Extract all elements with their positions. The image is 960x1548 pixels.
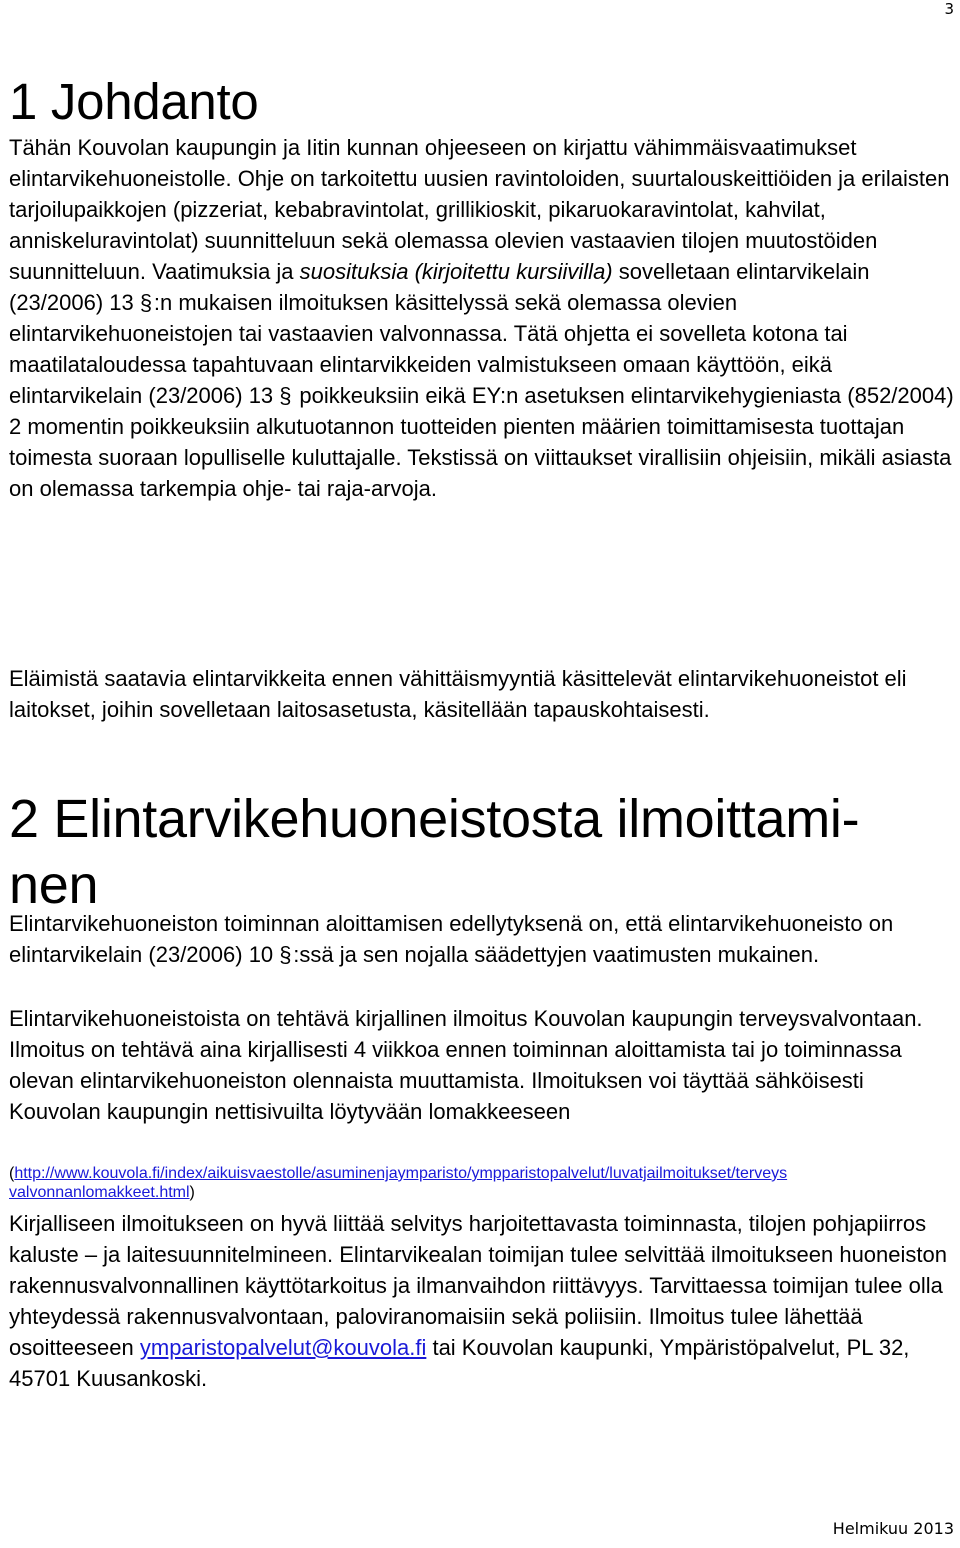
form-link[interactable]: http://www.kouvola.fi/index/aikuisvaestolle/asuminenjaymparisto/ympparistopalvelut/luvatjailmoitukset/terveys	[14, 1165, 788, 1182]
section-1-text-d: poikkeuksiin eikä EY:n asetuksen elintarvikehygieniasta (852/2004) 2 momentin poikkeuksiin alkutuotannon tuotteiden pienten määrien toimittamisesta tuottajan toimesta suoraan lopulliselle kuluttajalle. Tekstissä on viittaukset virallisiin ohjeisiin, mikäli asiasta on olemassa tarkempia ohje- tai raja-arvoja.	[9, 383, 954, 501]
section-2-text-c: Kirjalliseen ilmoitukseen on hyvä liittää selvitys harjoitettavasta toiminnasta, tilojen pohjapiirros kaluste – ja laitesuunnitelmineen. Elintarvikealan toimijan tulee selvittää ilmoitukseen huoneiston rakennusvalvonnallinen käyttötarkoitus ja ilmanvaihdon riittävyys. Tarvittaessa toimijan tulee olla yhteydessä rakennusvalvontaan, paloviranomaisiin sekä poliisiin. Ilmoitus tulee lähettää osoitteeseen	[9, 1211, 947, 1360]
section-1-paragraph-1	[9, 132, 955, 504]
section-1-text-c: :n mukaisen ilmoituksen käsittelyssä sekä olemassa olevien elintarvikehuoneistojen tai vastaavien valvonnassa. Tätä ohjetta ei sovelleta kotona tai maatilataloudessa tapahtuvaan elintarvikkeiden valmistukseen omaan käyttöön, eikä elintarvikelain (23/2006) 13	[9, 290, 848, 408]
section-2-heading: 2 Elintarvikehuoneistosta ilmoittami- nen	[9, 789, 860, 915]
section-2-text-d: tai Kouvolan kaupunki, Ympäristöpalvelut, PL 32, 45701 Kuusankoski.	[9, 1335, 910, 1391]
section-symbol: §	[139, 290, 153, 315]
section-2-text-a: Elintarvikehuoneiston toiminnan aloittamisen edellytyksenä on, että elintarvikehuoneisto on elintarvikelain (23/2006) 10	[9, 911, 894, 967]
section-2-text-b: :ssä ja sen nojalla säädettyjen vaatimusten mukainen.	[293, 942, 820, 967]
url-close-paren: )	[189, 1184, 195, 1201]
url-reference	[9, 1164, 955, 1202]
section-1-text-a: Tähän Kouvolan kaupungin ja Iitin kunnan ohjeeseen on kirjattu vähimmäisvaatimukset elintarvikehuoneistolle. Ohje on tarkoitettu uusien ravintoloiden, suurtalouskeittiöiden ja erilaisten tarjoilupaikkojen (pizzeriat, kebabravintolat, grillikioskit, pikaruokaravintolat, kahvilat, anniskeluravintolat) suunnitteluun sekä olemassa olevien vastaavien tilojen muutostöiden suunnitteluun. Vaatimuksia ja	[9, 135, 950, 284]
section-1-text-b: sovelletaan elintarvikelain (23/2006) 13	[9, 259, 870, 315]
email-link[interactable]: ymparistopalvelut@kouvola.fi	[139, 1335, 427, 1360]
section-1-paragraph-2	[9, 663, 955, 725]
section-1-italic-text: suosituksia (kirjoitettu kursiivilla)	[299, 259, 613, 284]
section-2-p2-text: Elintarvikehuoneistoista on tehtävä kirjallinen ilmoitus Kouvolan kaupungin terveysvalvontaan. Ilmoitus on tehtävä aina kirjallisesti 4 viikkoa ennen toiminnan aloittamista tai jo toiminnassa olevan elintarvikehuoneiston olennaista muuttamista. Ilmoituksen voi täyttää sähköisesti Kouvolan kaupungin nettisivuilta löytyvään lomakkeeseen	[9, 1006, 923, 1124]
section-2-paragraph-2	[9, 1003, 955, 1127]
url-open-paren: (	[9, 1165, 15, 1182]
page-number: 3	[944, 0, 954, 18]
form-link-continued[interactable]: valvonnanlomakkeet.html	[9, 1184, 190, 1201]
section-2-paragraph-3	[9, 1208, 955, 1394]
section-1-heading: 1 Johdanto	[9, 73, 259, 130]
section-symbol: §	[279, 942, 292, 967]
footer-date: Helmikuu 2013	[832, 1519, 954, 1538]
section-symbol: §	[279, 383, 292, 408]
section-2-paragraph-1	[9, 908, 955, 970]
section-1-p2-text: Eläimistä saatavia elintarvikkeita ennen vähittäismyyntiä käsittelevät elintarvikehuoneistot eli laitokset, joihin sovelletaan laitosasetusta, käsitellään tapauskohtaisesti.	[9, 666, 907, 722]
